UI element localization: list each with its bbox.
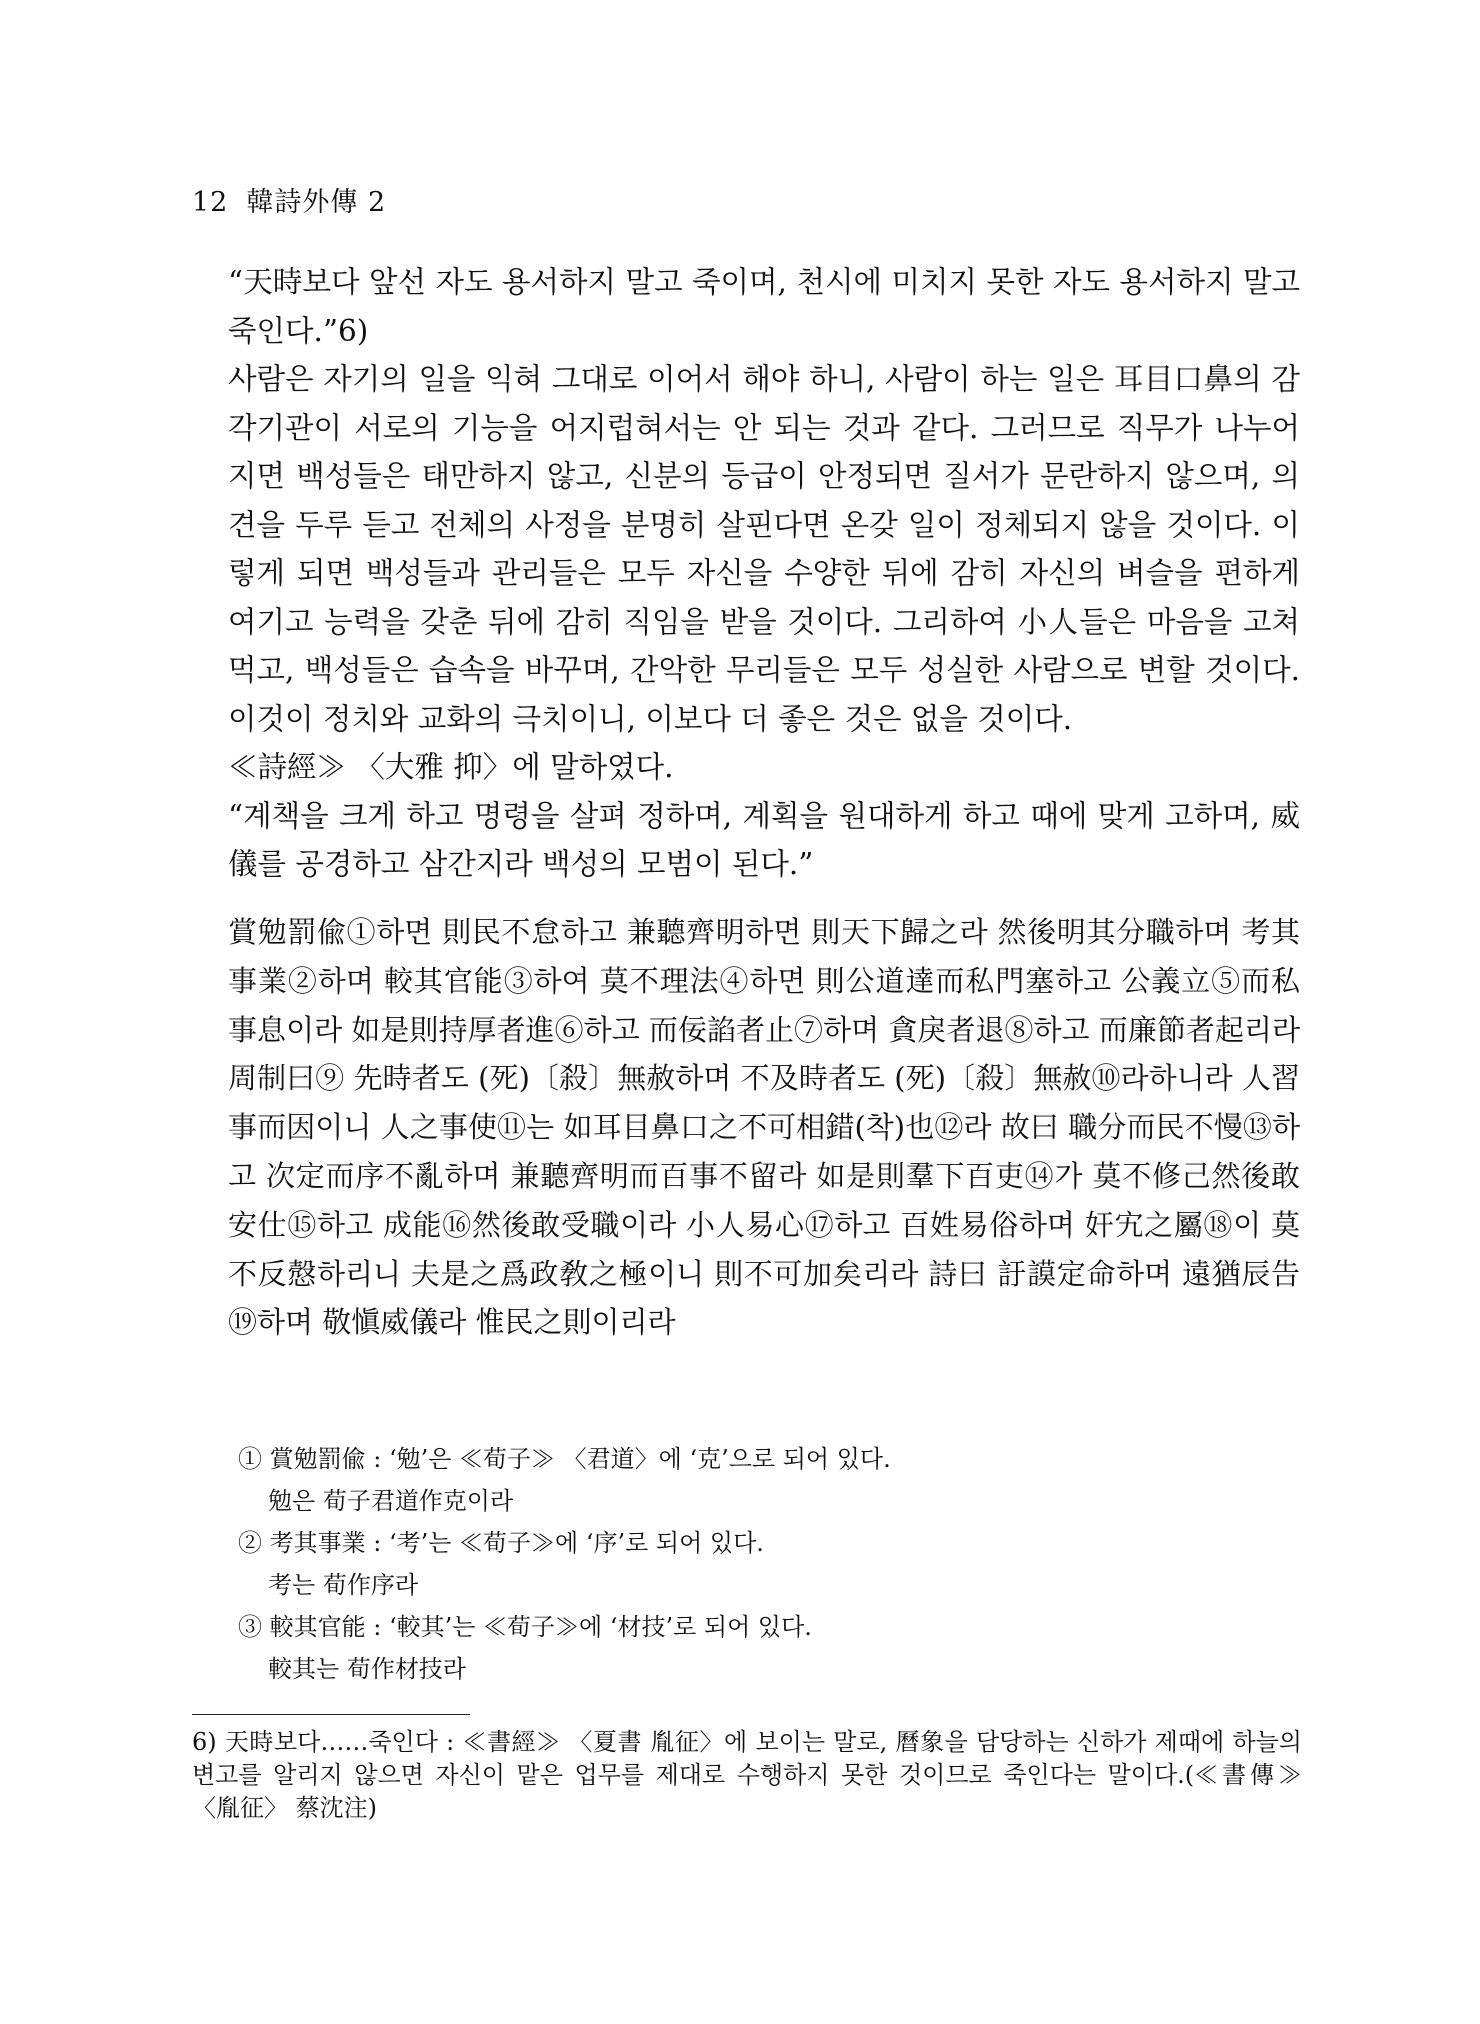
footnote-divider — [192, 1714, 470, 1715]
running-header — [192, 180, 404, 219]
note-label: ① 賞勉罰偸 : ‘勉’은 ≪荀子≫ 〈君道〉에 ‘克’으로 되어 있다. — [238, 1445, 891, 1473]
note-label: ③ 較其官能 : ‘較其’는 ≪荀子≫에 ‘材技’로 되어 있다. — [238, 1613, 812, 1641]
translation-paragraph: 사람은 자기의 일을 익혀 그대로 이어서 해야 하니, 사람이 하는 일은 耳目口鼻의 감각기관이 서로의 기능을 어지럽혀서는 안 되는 것과 같다. 그러므로 직무가 나누어지면 백성들은 태만하지 않고, 신분의 등급이 안정되면 질서가 문란하지 않으며, 의견을 두루 듣고 전체의 사정을 분명히 살핀다면 온갖 일이 정체되지 않을 것이다. 이렇게 되면 백성들과 관리들은 모두 자신을 수양한 뒤에 감히 자신의 벼슬을 편하게 여기고 능력을 갖춘 뒤에 감히 직임을 받을 것이다. 그리하여 小人들은 마음을 고쳐먹고, 백성들은 습속을 바꾸며, 간악한 무리들은 모두 성실한 사람으로 변할 것이다. 이것이 정치와 교화의 극치이니, 이보다 더 좋은 것은 없을 것이다. — [228, 362, 1300, 736]
translation-paragraph: “天時보다 앞선 자도 용서하지 말고 죽이며, 천시에 미치지 못한 자도 용서하지 말고 죽인다.”6) — [228, 265, 1300, 348]
annotation-notes — [238, 1438, 1288, 1690]
book-title: 韓詩外傳 2 — [246, 187, 387, 218]
note-label: ② 考其事業 : ‘考’는 ≪荀子≫에 ‘序’로 되어 있다. — [238, 1529, 764, 1557]
note-source: 考는 荀作序라 — [268, 1571, 418, 1599]
note-source: 較其는 荀作材技라 — [268, 1655, 466, 1683]
footnote — [192, 1726, 1302, 1825]
translation-paragraph: ≪詩經≫ 〈大雅 抑〉에 말하였다. — [228, 750, 674, 784]
translation-paragraph: “계책을 크게 하고 명령을 살펴 정하며, 계획을 원대하게 하고 때에 맞게 고하며, 威儀를 공경하고 삼간지라 백성의 모범이 된다.” — [228, 798, 1300, 881]
translation-body — [228, 258, 1300, 889]
footnote-text: 6) 天時보다……죽인다 : ≪書經≫ 〈夏書 胤征〉에 보이는 말로, 曆象을 담당하는 신하가 제때에 하늘의 변고를 알리지 않으면 자신이 맡은 업무를 제대로 수행하지 못한 것이므로 죽인다는 말이다.(≪書傳≫ 〈胤征〉 蔡沈注) — [192, 1728, 1302, 1822]
note-source: 勉은 荀子君道作克이라 — [268, 1487, 514, 1515]
page-number: 12 — [192, 187, 229, 218]
original-text: 賞勉罰偸①하면 則民不怠하고 兼聽齊明하면 則天下歸之라 然後明其分職하며 考其事業②하며 較其官能③하여 莫不理法④하면 則公道達而私門塞하고 公義立⑤而私事息이라 如是則持厚者進⑥하고 而佞諂者止⑦하며 貪戾者退⑧하고 而廉節者起리라 周制曰⑨ 先時者도 (死)〔殺〕無赦하며 不及時者도 (死)〔殺〕無赦⑩라하니라 人習事而因이니 人之事使⑪는 如耳目鼻口之不可相錯(착)也⑫라 故曰 職分而民不慢⑬하고 次定而序不亂하며 兼聽齊明而百事不留라 如是則羣下百吏⑭가 莫不修己然後敢安仕⑮하고 成能⑯然後敢受職이라 小人易心⑰하고 百姓易俗하며 奸宄之屬⑱이 莫不反慤하리니 夫是之爲政敎之極이니 則不可加矣리라 詩曰 訏謨定命하며 遠猶辰告⑲하며 敬愼威儀라 惟民之則이리라 — [228, 915, 1300, 1340]
